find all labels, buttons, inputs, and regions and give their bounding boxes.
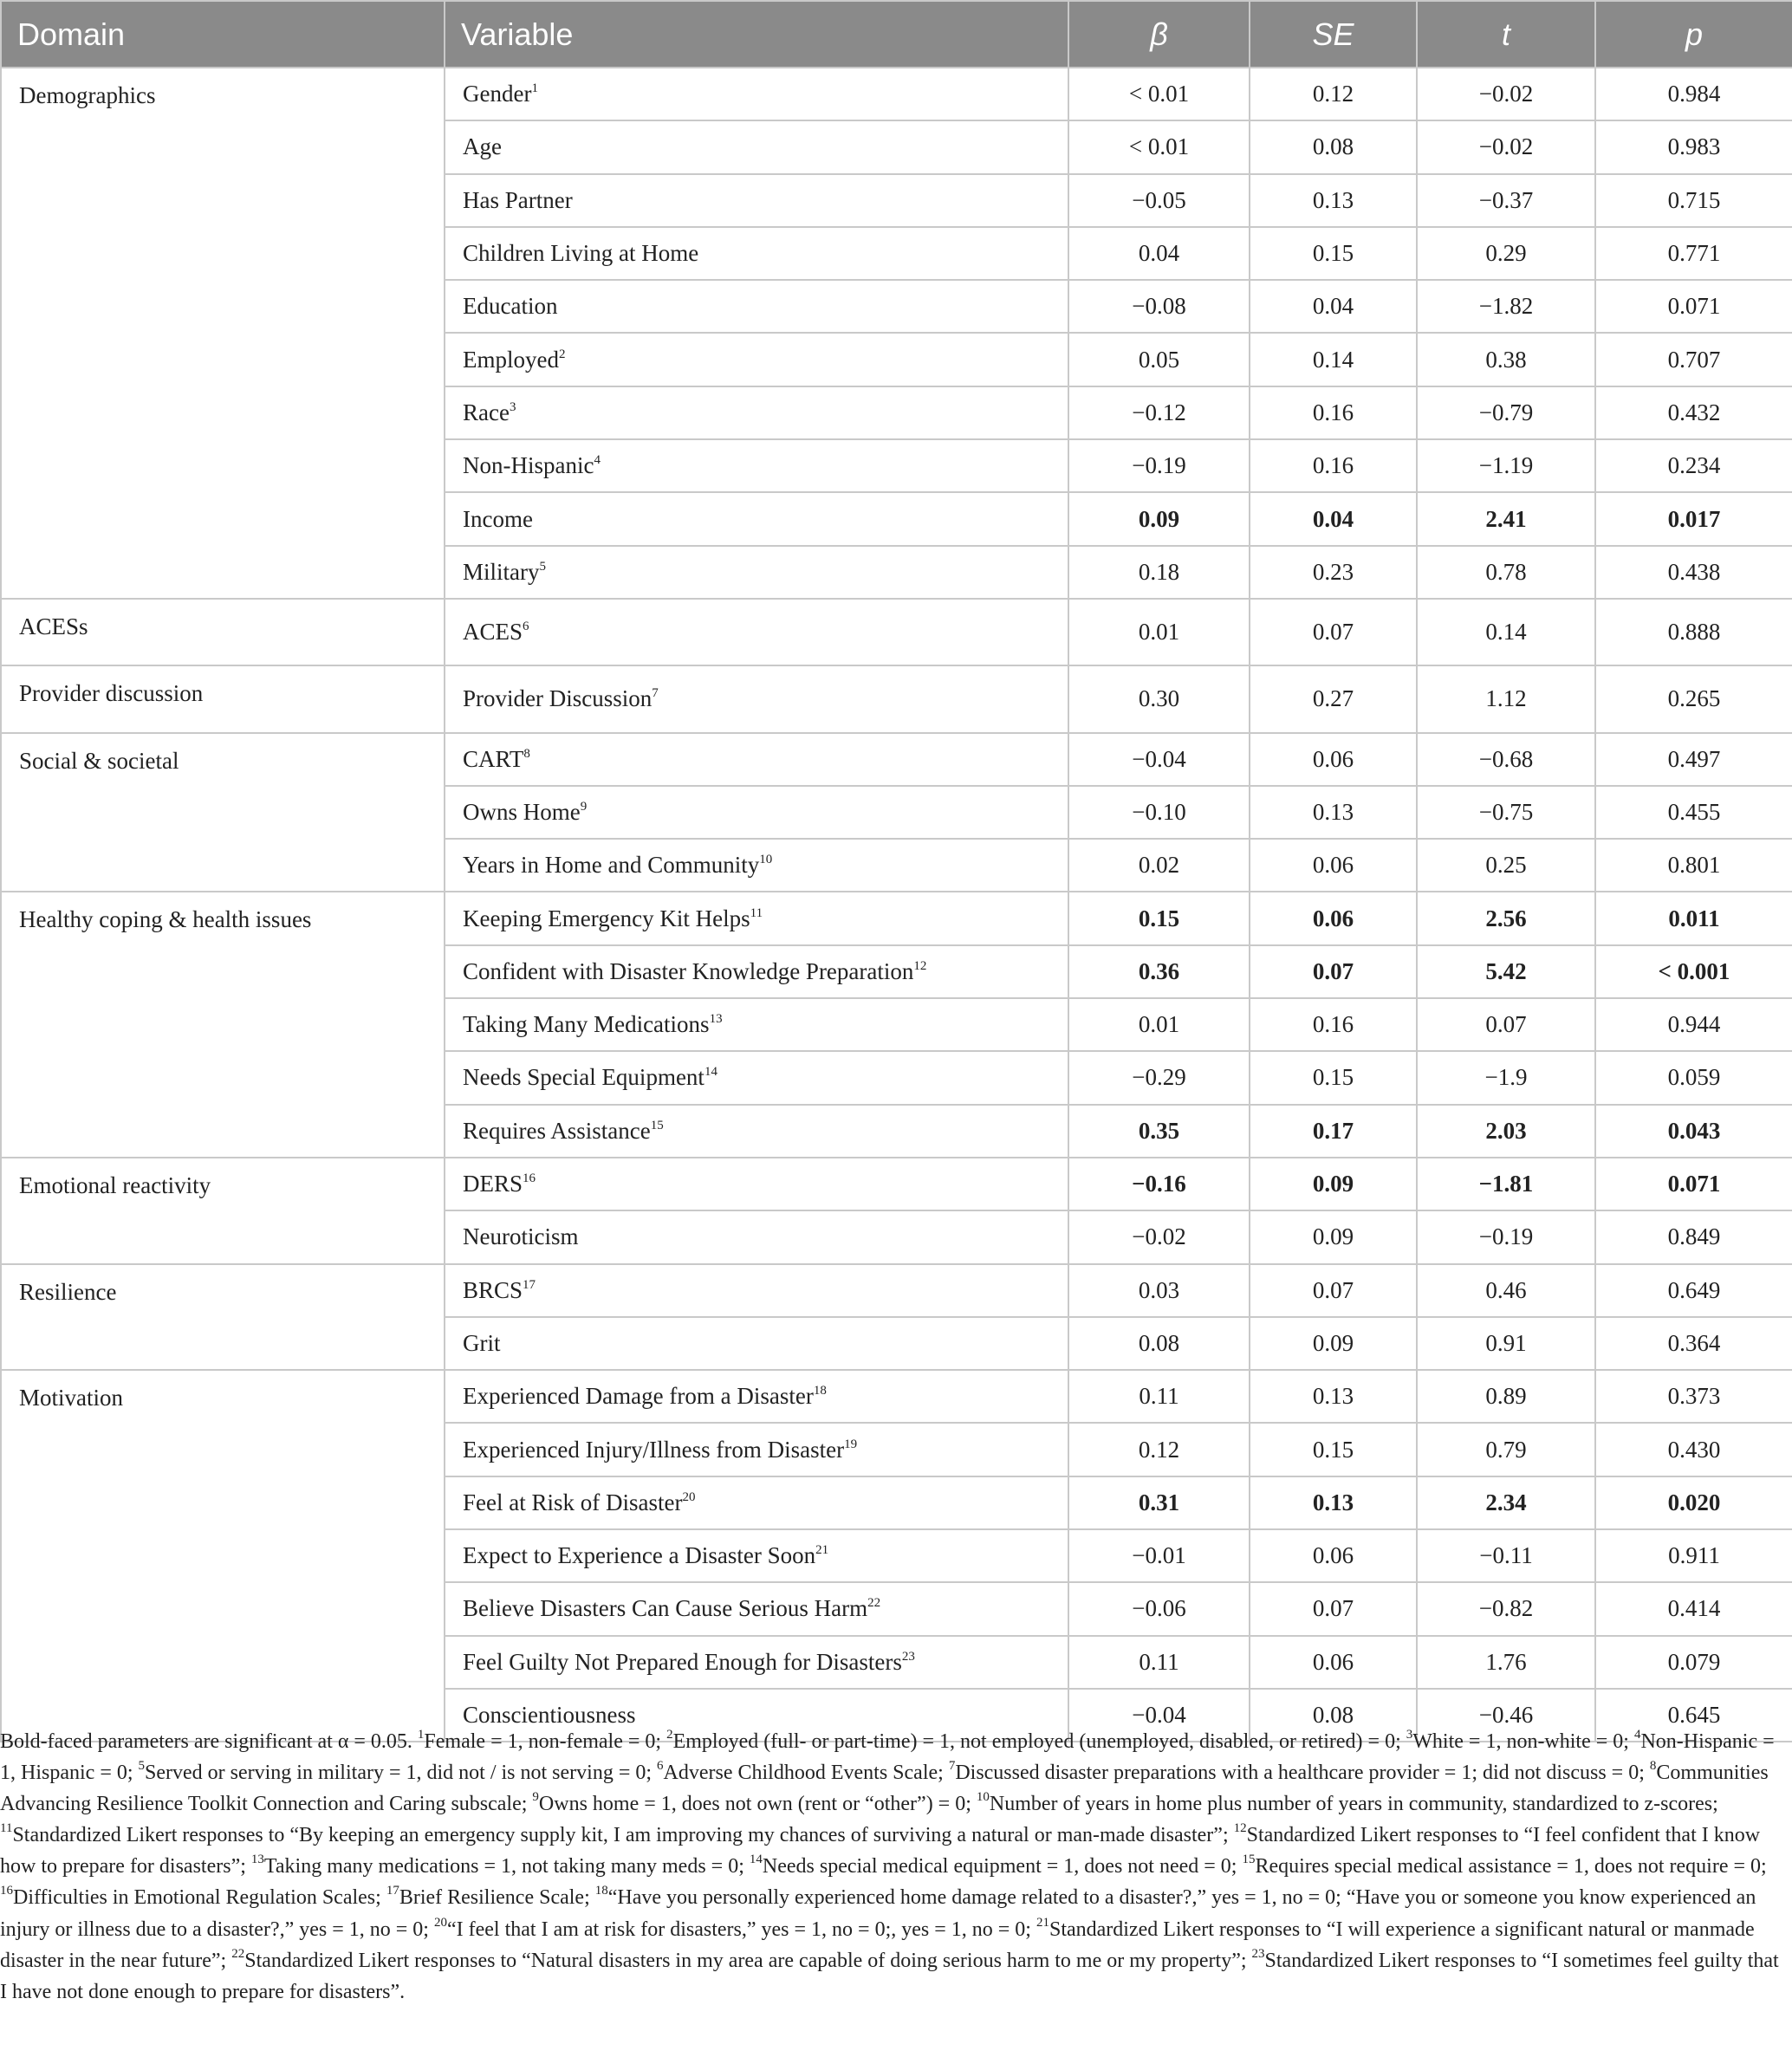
t-cell: 0.29 xyxy=(1417,227,1595,280)
beta-cell: 0.09 xyxy=(1068,492,1250,545)
p-cell: 0.265 xyxy=(1595,665,1792,732)
se-cell: 0.17 xyxy=(1250,1105,1417,1158)
p-cell: 0.645 xyxy=(1595,1689,1792,1742)
footnote-marker: 17 xyxy=(386,1884,399,1898)
footnote-marker: 1 xyxy=(417,1728,425,1742)
t-cell: 2.03 xyxy=(1417,1105,1595,1158)
beta-cell: −0.19 xyxy=(1068,439,1250,492)
table-row xyxy=(1,599,1792,665)
p-cell: 0.707 xyxy=(1595,333,1792,386)
p-cell: 0.430 xyxy=(1595,1423,1792,1476)
footnote-marker: 19 xyxy=(844,1437,858,1451)
beta-cell: 0.11 xyxy=(1068,1636,1250,1689)
se-cell: 0.07 xyxy=(1250,599,1417,665)
se-cell: 0.23 xyxy=(1250,546,1417,599)
header-beta: β xyxy=(1068,1,1250,68)
footnote-marker: 10 xyxy=(976,1790,990,1805)
beta-cell: −0.04 xyxy=(1068,733,1250,786)
variable-cell xyxy=(445,68,1068,120)
t-cell: 0.91 xyxy=(1417,1317,1595,1370)
se-cell: 0.04 xyxy=(1250,492,1417,545)
footnote-marker: 3 xyxy=(509,399,516,414)
p-cell: 0.455 xyxy=(1595,786,1792,839)
variable-label: Age xyxy=(463,133,502,160)
footnote-marker: 12 xyxy=(1233,1821,1247,1836)
p-cell: 0.649 xyxy=(1595,1264,1792,1317)
variable-cell xyxy=(445,1476,1068,1529)
footnote-marker: 11 xyxy=(0,1821,13,1836)
header-se: SE xyxy=(1250,1,1417,68)
footnote-marker: 22 xyxy=(867,1596,881,1611)
p-cell: 0.020 xyxy=(1595,1476,1792,1529)
p-cell: 0.888 xyxy=(1595,599,1792,665)
beta-cell: < 0.01 xyxy=(1068,68,1250,120)
footnote-text: Brief Resilience Scale; xyxy=(399,1886,595,1910)
variable-cell xyxy=(445,546,1068,599)
beta-cell: −0.01 xyxy=(1068,1529,1250,1582)
variable-label: BRCS xyxy=(463,1276,523,1303)
variable-label: CART xyxy=(463,745,524,772)
footnote-marker: 7 xyxy=(652,686,659,701)
variable-label: Experienced Injury/Illness from Disaster xyxy=(463,1436,845,1463)
t-cell: 0.79 xyxy=(1417,1423,1595,1476)
variable-label: ACES xyxy=(463,619,523,646)
footnote-marker: 8 xyxy=(523,746,530,761)
footnote-marker: 9 xyxy=(580,800,588,814)
variable-cell xyxy=(445,1636,1068,1689)
p-cell: 0.364 xyxy=(1595,1317,1792,1370)
t-cell: −0.02 xyxy=(1417,120,1595,173)
footnote-marker: 17 xyxy=(523,1277,536,1292)
footnote-text: Standardized Likert responses to “I sometimes feel guilty that I have not done enough to prepare for disasters”. xyxy=(0,1949,1779,2003)
se-cell: 0.16 xyxy=(1250,998,1417,1051)
beta-cell: 0.18 xyxy=(1068,546,1250,599)
se-cell: 0.07 xyxy=(1250,1582,1417,1635)
t-cell: 0.46 xyxy=(1417,1264,1595,1317)
se-cell: 0.06 xyxy=(1250,892,1417,944)
footnote-marker: 14 xyxy=(749,1853,763,1867)
variable-cell xyxy=(445,1423,1068,1476)
beta-cell: 0.30 xyxy=(1068,665,1250,732)
se-cell: 0.14 xyxy=(1250,333,1417,386)
t-cell: 0.78 xyxy=(1417,546,1595,599)
se-cell: 0.13 xyxy=(1250,1476,1417,1529)
variable-label: Military xyxy=(463,558,540,585)
beta-cell: −0.05 xyxy=(1068,174,1250,227)
footnote-marker: 20 xyxy=(682,1489,696,1504)
variable-cell xyxy=(445,333,1068,386)
variable-cell xyxy=(445,1370,1068,1423)
p-cell: 0.079 xyxy=(1595,1636,1792,1689)
footnote-marker: 1 xyxy=(531,81,538,96)
variable-label: Provider Discussion xyxy=(463,685,653,712)
footnote-marker: 23 xyxy=(901,1649,915,1664)
domain-cell: Social & societal xyxy=(1,733,445,892)
se-cell: 0.07 xyxy=(1250,1264,1417,1317)
variable-label: Experienced Damage from a Disaster xyxy=(463,1383,814,1410)
footnote-marker: 5 xyxy=(138,1759,146,1774)
t-cell: 0.25 xyxy=(1417,839,1595,892)
p-cell: 0.497 xyxy=(1595,733,1792,786)
footnote-marker: 2 xyxy=(666,1728,673,1742)
footnote-text: Adverse Childhood Events Scale; xyxy=(663,1762,949,1785)
domain-cell: Healthy coping & health issues xyxy=(1,892,445,1157)
se-cell: 0.08 xyxy=(1250,120,1417,173)
t-cell: −0.37 xyxy=(1417,174,1595,227)
footnote-marker: 4 xyxy=(1633,1728,1641,1742)
se-cell: 0.07 xyxy=(1250,945,1417,998)
variable-label: Owns Home xyxy=(463,799,581,825)
p-cell: 0.043 xyxy=(1595,1105,1792,1158)
variable-label: Taking Many Medications xyxy=(463,1011,710,1038)
t-cell: −0.79 xyxy=(1417,386,1595,439)
footnote-text: Taking many medications = 1, not taking many meds = 0; xyxy=(263,1855,750,1879)
footnote-text: Communities Advancing Resilience Toolkit Connection and Caring subscale; xyxy=(0,1762,1769,1816)
t-cell: 0.89 xyxy=(1417,1370,1595,1423)
se-cell: 0.09 xyxy=(1250,1158,1417,1210)
footnote-text: Non-Hispanic = 1, Hispanic = 0; xyxy=(0,1730,1775,1785)
variable-label: Expect to Experience a Disaster Soon xyxy=(463,1542,816,1569)
table-row xyxy=(1,1370,1792,1423)
t-cell: 2.34 xyxy=(1417,1476,1595,1529)
p-cell: < 0.001 xyxy=(1595,945,1792,998)
se-cell: 0.09 xyxy=(1250,1210,1417,1263)
beta-cell: 0.01 xyxy=(1068,998,1250,1051)
variable-label: Keeping Emergency Kit Helps xyxy=(463,905,750,931)
variable-label: Conscientiousness xyxy=(463,1702,636,1729)
variable-label: DERS xyxy=(463,1171,523,1197)
t-cell: 1.76 xyxy=(1417,1636,1595,1689)
variable-cell xyxy=(445,1529,1068,1582)
footnote-text: “Have you personally experienced home damage related to a disaster?,” yes = 1, no = 0; “Have you or someone you know experienced an injury or illness due to a disaster?,” yes = 1, no = 0; xyxy=(0,1886,1756,1941)
p-cell: 0.234 xyxy=(1595,439,1792,492)
p-cell: 0.373 xyxy=(1595,1370,1792,1423)
footnote-marker: 13 xyxy=(709,1012,723,1027)
t-cell: 0.14 xyxy=(1417,599,1595,665)
variable-cell xyxy=(445,1317,1068,1370)
footnote-marker: 21 xyxy=(1036,1915,1049,1930)
footnote-marker: 18 xyxy=(594,1884,608,1898)
p-cell: 0.911 xyxy=(1595,1529,1792,1582)
footnote-text: Number of years in home plus number of years in community, standardized to z-scores; xyxy=(989,1793,1718,1816)
t-cell: −1.82 xyxy=(1417,280,1595,333)
variable-cell xyxy=(445,1051,1068,1104)
domain-cell: Resilience xyxy=(1,1264,445,1371)
p-cell: 0.984 xyxy=(1595,68,1792,120)
footnote-marker: 6 xyxy=(523,620,529,634)
footnote-marker: 14 xyxy=(704,1065,717,1080)
footnote-text: Standardized Likert responses to “Natural disasters in my area are capable of doing serious harm to me or my property”; xyxy=(244,1949,1252,1972)
t-cell: 5.42 xyxy=(1417,945,1595,998)
variable-cell xyxy=(445,1158,1068,1210)
footnote-marker: 9 xyxy=(532,1790,539,1805)
variable-label: Feel Guilty Not Prepared Enough for Disasters xyxy=(463,1648,902,1675)
footnote-marker: 18 xyxy=(813,1384,827,1398)
variable-cell xyxy=(445,227,1068,280)
p-cell: 0.011 xyxy=(1595,892,1792,944)
beta-cell: −0.08 xyxy=(1068,280,1250,333)
variable-cell xyxy=(445,998,1068,1051)
se-cell: 0.06 xyxy=(1250,733,1417,786)
beta-cell: < 0.01 xyxy=(1068,120,1250,173)
p-cell: 0.983 xyxy=(1595,120,1792,173)
variable-cell xyxy=(445,280,1068,333)
variable-cell xyxy=(445,439,1068,492)
se-cell: 0.15 xyxy=(1250,1423,1417,1476)
footnote-marker: 13 xyxy=(250,1853,264,1867)
variable-label: Gender xyxy=(463,81,532,107)
p-cell: 0.771 xyxy=(1595,227,1792,280)
se-cell: 0.27 xyxy=(1250,665,1417,732)
se-cell: 0.04 xyxy=(1250,280,1417,333)
variable-label: Employed xyxy=(463,346,559,373)
table-row xyxy=(1,665,1792,732)
se-cell: 0.08 xyxy=(1250,1689,1417,1742)
p-cell: 0.071 xyxy=(1595,1158,1792,1210)
footnote-marker: 8 xyxy=(1649,1759,1657,1774)
footnote-marker: 21 xyxy=(815,1543,829,1558)
variable-label: Grit xyxy=(463,1329,501,1356)
domain-cell: Demographics xyxy=(1,68,445,599)
p-cell: 0.059 xyxy=(1595,1051,1792,1104)
se-cell: 0.06 xyxy=(1250,1529,1417,1582)
footnote-text: Needs special medical equipment = 1, does not need = 0; xyxy=(762,1855,1243,1879)
beta-cell: 0.15 xyxy=(1068,892,1250,944)
variable-cell xyxy=(445,599,1068,665)
se-cell: 0.13 xyxy=(1250,1370,1417,1423)
t-cell: −1.19 xyxy=(1417,439,1595,492)
header-domain: Domain xyxy=(1,1,445,68)
variable-label: Race xyxy=(463,399,510,425)
beta-cell: 0.31 xyxy=(1068,1476,1250,1529)
variable-label: Children Living at Home xyxy=(463,240,699,267)
beta-cell: 0.05 xyxy=(1068,333,1250,386)
beta-cell: 0.03 xyxy=(1068,1264,1250,1317)
table-row xyxy=(1,68,1792,120)
beta-cell: 0.36 xyxy=(1068,945,1250,998)
variable-cell xyxy=(445,839,1068,892)
header-variable: Variable xyxy=(445,1,1068,68)
t-cell: 0.07 xyxy=(1417,998,1595,1051)
beta-cell: −0.29 xyxy=(1068,1051,1250,1104)
variable-cell xyxy=(445,665,1068,732)
domain-cell: Provider discussion xyxy=(1,665,445,732)
footnote-marker: 7 xyxy=(948,1759,956,1774)
variable-label: Education xyxy=(463,293,558,320)
footnote-text: Owns home = 1, does not own (rent or “other”) = 0; xyxy=(538,1793,977,1816)
beta-cell: −0.16 xyxy=(1068,1158,1250,1210)
se-cell: 0.09 xyxy=(1250,1317,1417,1370)
variable-label: Needs Special Equipment xyxy=(463,1064,704,1091)
header-p: p xyxy=(1595,1,1792,68)
footnote-text: Standardized Likert responses to “I feel confident that I know how to prepare for disasters”; xyxy=(0,1824,1761,1879)
footnote-text: Employed (full- or part-time) = 1, not employed (unemployed, disabled, or retired) = 0; xyxy=(672,1730,1406,1753)
domain-cell: Emotional reactivity xyxy=(1,1158,445,1264)
t-cell: −0.75 xyxy=(1417,786,1595,839)
p-cell: 0.438 xyxy=(1595,546,1792,599)
variable-cell xyxy=(445,120,1068,173)
p-cell: 0.071 xyxy=(1595,280,1792,333)
p-cell: 0.944 xyxy=(1595,998,1792,1051)
variable-label: Non-Hispanic xyxy=(463,452,594,479)
beta-cell: 0.01 xyxy=(1068,599,1250,665)
variable-cell xyxy=(445,1210,1068,1263)
t-cell: 2.41 xyxy=(1417,492,1595,545)
variable-cell xyxy=(445,733,1068,786)
t-cell: −0.11 xyxy=(1417,1529,1595,1582)
variable-label: Confident with Disaster Knowledge Preparation xyxy=(463,957,914,984)
p-cell: 0.715 xyxy=(1595,174,1792,227)
table-row xyxy=(1,892,1792,944)
variable-cell xyxy=(445,1582,1068,1635)
footnote-marker: 12 xyxy=(913,958,927,973)
footnote-marker: 2 xyxy=(558,347,566,361)
variable-cell xyxy=(445,386,1068,439)
se-cell: 0.16 xyxy=(1250,439,1417,492)
table-row xyxy=(1,1264,1792,1317)
footnote-text: Discussed disaster preparations with a healthcare provider = 1; did not discuss = 0; xyxy=(955,1762,1650,1785)
footnote-marker: 16 xyxy=(0,1884,13,1898)
footnote-marker: 20 xyxy=(433,1915,447,1930)
footnote-text: Standardized Likert responses to “I will experience a significant natural or manmade disaster in the near future”; xyxy=(0,1917,1755,1972)
t-cell: −0.02 xyxy=(1417,68,1595,120)
footnote-marker: 11 xyxy=(750,905,763,920)
footnote-text: “I feel that I am at risk for disasters,” yes = 1, no = 0;, yes = 1, no = 0; xyxy=(446,1917,1036,1941)
beta-cell: 0.12 xyxy=(1068,1423,1250,1476)
variable-cell xyxy=(445,945,1068,998)
t-cell: −1.81 xyxy=(1417,1158,1595,1210)
beta-cell: −0.10 xyxy=(1068,786,1250,839)
t-cell: 2.56 xyxy=(1417,892,1595,944)
footnote-text: Requires special medical assistance = 1, does not require = 0; xyxy=(1255,1855,1767,1879)
variable-label: Requires Assistance xyxy=(463,1117,651,1144)
domain-cell: Motivation xyxy=(1,1370,445,1742)
table-footnote xyxy=(0,1726,1785,2008)
variable-cell xyxy=(445,1105,1068,1158)
beta-cell: −0.04 xyxy=(1068,1689,1250,1742)
se-cell: 0.13 xyxy=(1250,786,1417,839)
table-row xyxy=(1,733,1792,786)
variable-label: Years in Home and Community xyxy=(463,852,760,879)
footnote-marker: 10 xyxy=(759,853,773,867)
variable-label: Has Partner xyxy=(463,186,573,213)
footnote-text: Standardized Likert responses to “By keeping an emergency supply kit, I am improving my chances of surviving a natural or man-made disaster”; xyxy=(12,1824,1234,1847)
footnote-text: Bold-faced parameters are significant at α = 0.05. xyxy=(0,1730,418,1753)
beta-cell: 0.02 xyxy=(1068,839,1250,892)
header-row xyxy=(1,1,1792,68)
p-cell: 0.432 xyxy=(1595,386,1792,439)
beta-cell: −0.02 xyxy=(1068,1210,1250,1263)
footnote-text: White = 1, non-white = 0; xyxy=(1412,1730,1634,1753)
beta-cell: 0.11 xyxy=(1068,1370,1250,1423)
se-cell: 0.13 xyxy=(1250,174,1417,227)
footnote-marker: 3 xyxy=(1406,1728,1413,1742)
beta-cell: 0.08 xyxy=(1068,1317,1250,1370)
domain-cell: ACESs xyxy=(1,599,445,665)
se-cell: 0.16 xyxy=(1250,386,1417,439)
footnote-text: Served or serving in military = 1, did not / is not serving = 0; xyxy=(145,1762,658,1785)
se-cell: 0.06 xyxy=(1250,839,1417,892)
footnote-marker: 16 xyxy=(523,1171,536,1186)
footnote-marker: 15 xyxy=(1242,1853,1256,1867)
table-body xyxy=(1,68,1792,1742)
beta-cell: −0.12 xyxy=(1068,386,1250,439)
t-cell: −0.68 xyxy=(1417,733,1595,786)
p-cell: 0.801 xyxy=(1595,839,1792,892)
footnote-marker: 4 xyxy=(594,453,601,468)
header-t: t xyxy=(1417,1,1595,68)
se-cell: 0.15 xyxy=(1250,227,1417,280)
variable-cell xyxy=(445,492,1068,545)
t-cell: −1.9 xyxy=(1417,1051,1595,1104)
footnote-text: Difficulties in Emotional Regulation Scales; xyxy=(13,1886,386,1910)
p-cell: 0.849 xyxy=(1595,1210,1792,1263)
footnote-marker: 23 xyxy=(1251,1946,1265,1961)
beta-cell: −0.06 xyxy=(1068,1582,1250,1635)
t-cell: −0.46 xyxy=(1417,1689,1595,1742)
beta-cell: 0.35 xyxy=(1068,1105,1250,1158)
variable-cell xyxy=(445,892,1068,944)
t-cell: 0.38 xyxy=(1417,333,1595,386)
table-row xyxy=(1,1158,1792,1210)
beta-cell: 0.04 xyxy=(1068,227,1250,280)
t-cell: −0.19 xyxy=(1417,1210,1595,1263)
variable-label: Believe Disasters Can Cause Serious Harm xyxy=(463,1595,868,1622)
p-cell: 0.017 xyxy=(1595,492,1792,545)
t-cell: −0.82 xyxy=(1417,1582,1595,1635)
se-cell: 0.06 xyxy=(1250,1636,1417,1689)
se-cell: 0.15 xyxy=(1250,1051,1417,1104)
footnote-marker: 15 xyxy=(650,1118,664,1132)
footnote-text: Female = 1, non-female = 0; xyxy=(424,1730,667,1753)
t-cell: 1.12 xyxy=(1417,665,1595,732)
variable-label: Income xyxy=(463,505,533,532)
variable-cell xyxy=(445,1264,1068,1317)
se-cell: 0.12 xyxy=(1250,68,1417,120)
variable-label: Neuroticism xyxy=(463,1223,579,1250)
variable-cell xyxy=(445,786,1068,839)
footnote-marker: 5 xyxy=(539,559,546,574)
footnote-marker: 6 xyxy=(657,1759,664,1774)
variable-label: Feel at Risk of Disaster xyxy=(463,1489,683,1515)
p-cell: 0.414 xyxy=(1595,1582,1792,1635)
variable-cell xyxy=(445,174,1068,227)
footnote-marker: 22 xyxy=(231,1946,245,1961)
